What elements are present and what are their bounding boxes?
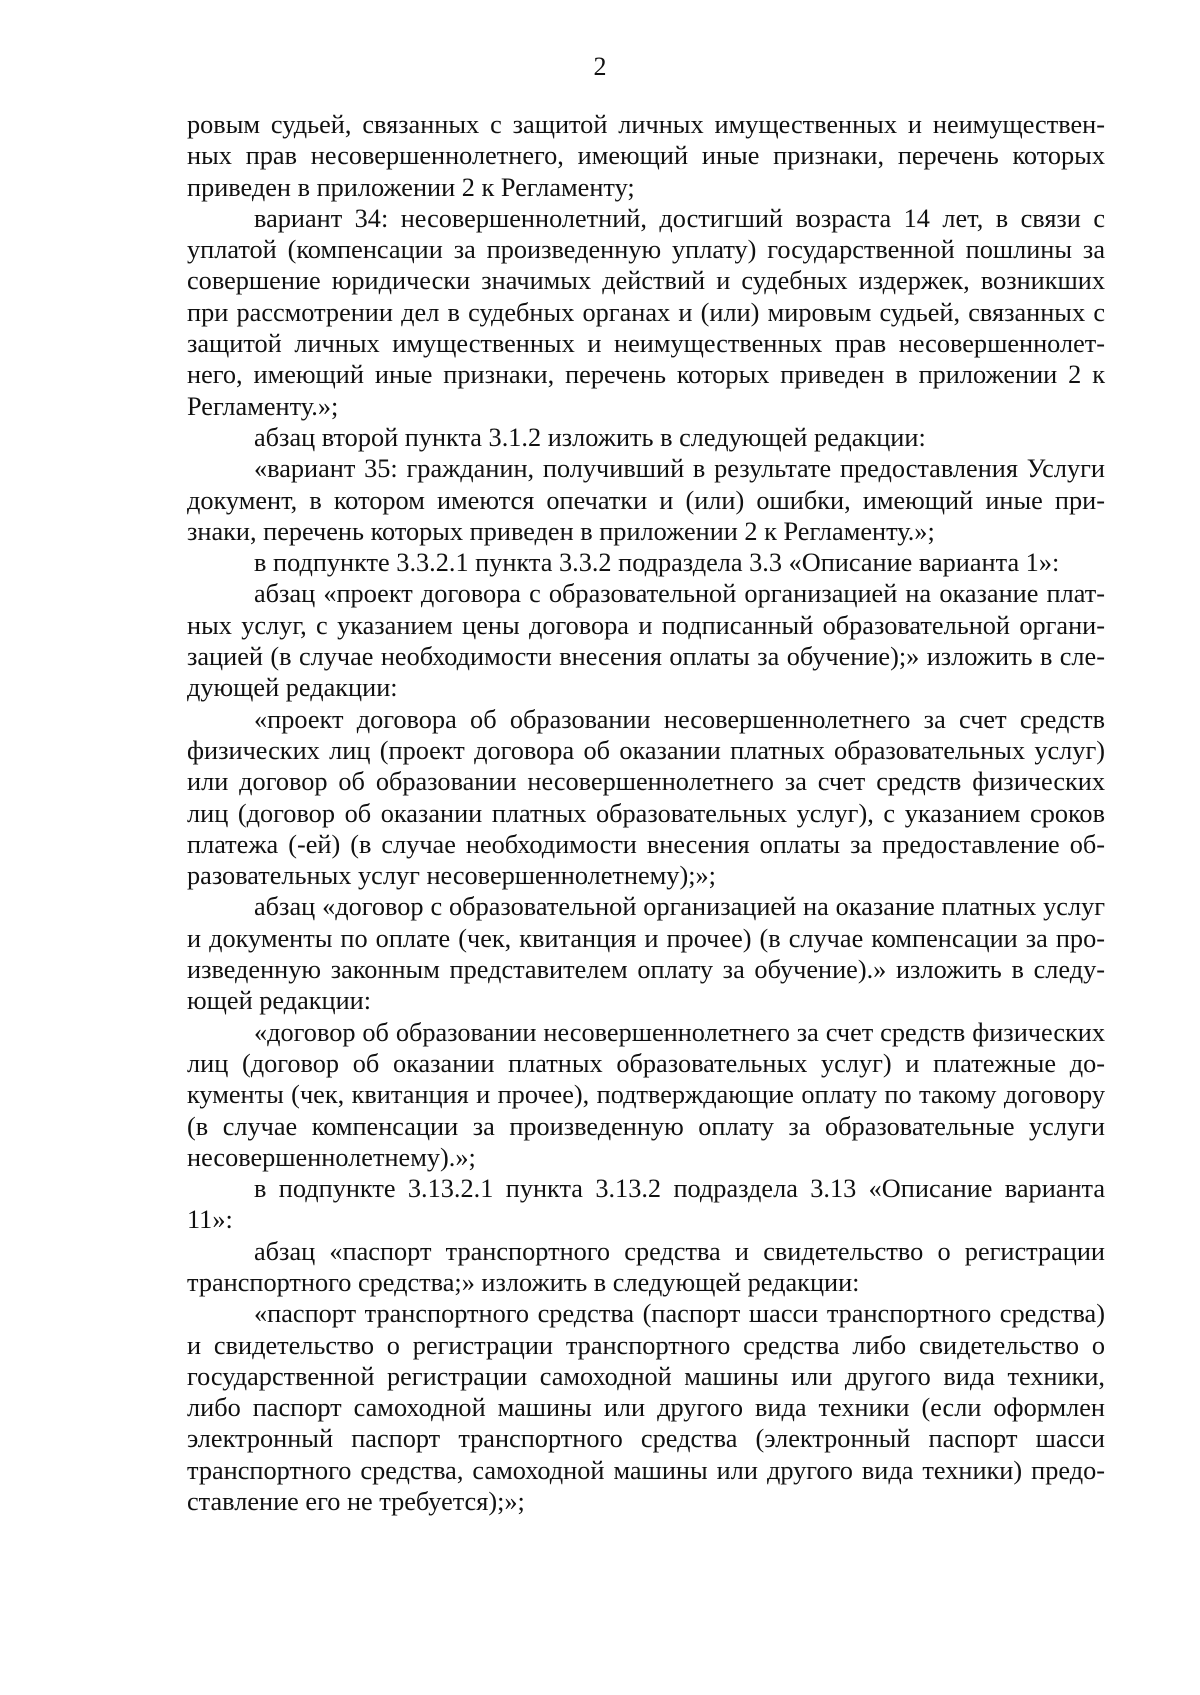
paragraph-subclause-3-3-2-1: в подпункте 3.3.2.1 пункта 3.3.2 подраздела 3.3 «Описание варианта 1»: [254,548,1060,578]
paragraph-new-contract-draft: «проект договора об образовании несовершеннолетнего за счет средств физических лиц (проект договора об оказании платных образовательных услуг) или договор об образовании несовершеннолетнего за счет средств физических лиц (договор об оказании платных образовательных услуг), с указанием сроков платежа (-ей) (в случае необходимости внесения оплаты за предоставление образовательных услуг несовершеннолетнему);»; [187,704,1105,891]
page-number: 2 [593,52,607,81]
paragraph-amend-3-1-2: абзац второй пункта 3.1.2 изложить в следующей редакции: [254,422,926,452]
paragraph-continuation: ровым судьей, связанных с защитой личных имущественных и неимущественных прав несовершеннолетнего, имеющий иные признаки, перечень которых приведен в приложении 2 к Регламенту; [187,110,1105,202]
paragraph-new-vehicle-passport: «паспорт транспортного средства (паспорт шасси транспортного средства) и свидетельство о регистрации транспортного средства либо свидетельство о государственной регистрации самоходной машины или другого вида техники, либо паспорт самоходной машины или другого вида техники (если оформлен электронный паспорт транспортного средства (электронный паспорт шасси транспортного средства, самоходной машины или другого вида техники) предоставление его не требуется);»; [187,1299,1105,1517]
paragraph-old-contract-payment: абзац «договор с образовательной организацией на оказание платных услуг и документы по оплате (чек, квитанция и прочее) (в случае компенсации за произведенную законным представителем оплату за обучение).» изложить в следующей редакции: [187,892,1105,1016]
paragraph-old-contract-draft: абзац «проект договора с образовательной организацией на оказание платных услуг, с указанием цены договора и подписанный образовательной организацией (в случае необходимости внесения оплаты за обучение);» изложить в следующей редакции: [187,579,1105,703]
document-body [187,109,1105,1517]
paragraph-old-vehicle-passport: абзац «паспорт транспортного средства и свидетельство о регистрации транспортного средства;» изложить в следующей редакции: [187,1236,1105,1297]
paragraph-subclause-3-13-2-1: в подпункте 3.13.2.1 пункта 3.13.2 подраздела 3.13 «Описание варианта 11»: [187,1174,1105,1235]
paragraph-new-contract-payment: «договор об образовании несовершеннолетнего за счет средств физических лиц (договор об оказании платных образовательных услуг) и платежные документы (чек, квитанция и прочее), подтверждающие оплату по такому договору (в случае компенсации за произведенную оплату за образовательные услуги несовершеннолетнему).»; [187,1017,1105,1172]
paragraph-variant-35: «вариант 35: гражданин, получивший в результате предоставления Услуги документ, в котором имеются опечатки и (или) ошибки, имеющий иные признаки, перечень которых приведен в приложении 2 к Регламенту.»; [187,454,1105,546]
paragraph-variant-34: вариант 34: несовершеннолетний, достигший возраста 14 лет, в связи с уплатой (компенсации за произведенную уплату) государственной пошлины за совершение юридически значимых действий и судебных издержек, возникших при рассмотрении дел в судебных органах и (или) мировым судьей, связанных с защитой личных имущественных и неимущественных прав несовершеннолетнего, имеющий иные признаки, перечень которых приведен в приложении 2 к Регламенту.»; [187,203,1105,421]
